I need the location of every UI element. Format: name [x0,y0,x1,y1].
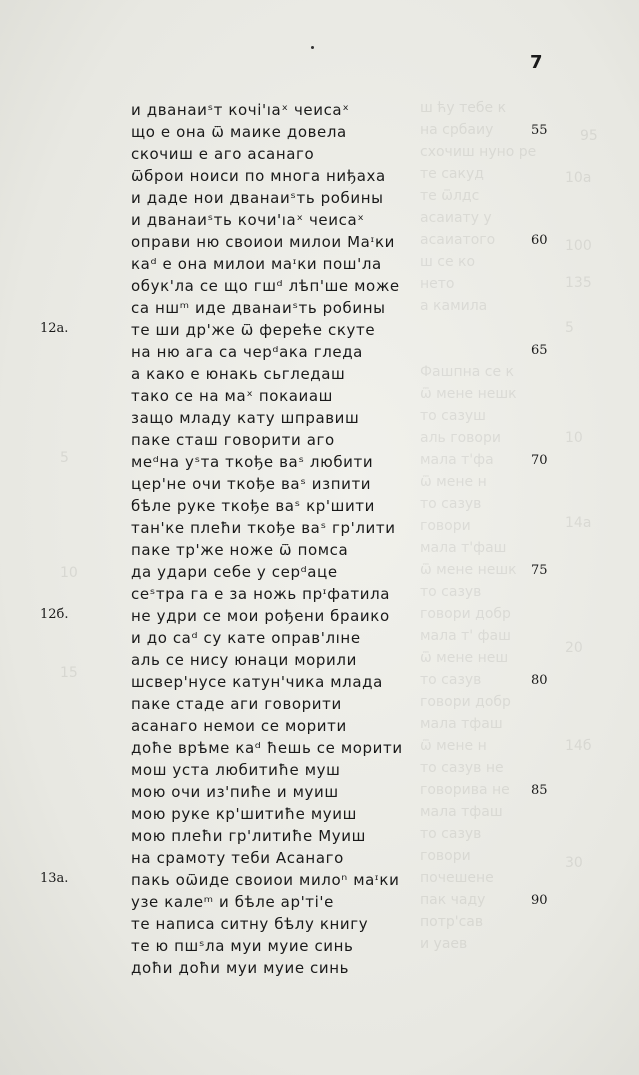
verse-line: каᵈ е она милои маᶦки пош'ла [131,255,382,273]
verse-line: паке сташ говорити аго [131,431,335,449]
verse-line: и дванаиˢть кочи'ıаˣ чеисаˣ [131,211,365,229]
verse-line: узе калеᵐ и бѣле ар'ті'е [131,893,334,911]
line-number: 85 [531,783,548,798]
verse-line: обук'ла се що гшᵈ лѣп'ше може [131,277,400,295]
verse-line: паке тр'же ноже ѿ помса [131,541,349,559]
verse-line: асанаго немои се морити [131,717,347,735]
verse-line: пакь оѿиде своиои милоⁿ маᶦки [131,871,400,889]
line-number: 90 [531,893,548,908]
verse-line: бѣле руке ткође ваˢ кр'шити [131,497,375,515]
folio-marker: 12б. [40,607,69,622]
verse-line: мою очи из'пиħе и муиш [131,783,339,801]
verse-line: що е она ѿ маике довела [131,123,347,141]
folio-marker: 12а. [40,321,69,336]
verse-line: цер'не очи ткође ваˢ изпити [131,475,372,493]
verse-line: защо младу кату шправиш [131,409,360,427]
verse-line: а како е юнакь сьгледаш [131,365,346,383]
verse-line: те ю пшˢла муи муие синь [131,937,354,955]
verse-line: доħе врѣме каᵈ ħешь се морити [131,739,403,757]
verse-line: мош уста любитиħе муш [131,761,341,779]
verse-line: и дванаиˢт кочі'ıаˣ чеисаˣ [131,101,350,119]
verse-line: на ню ага са черᵈака гледа [131,343,363,361]
verse-line: и даде нои дванаиˢть робины [131,189,384,207]
verse-line: тан'ке плеħи ткође ваˢ гр'лити [131,519,396,537]
line-number: 80 [531,673,548,688]
ink-speck [311,46,314,49]
line-number: 70 [531,453,548,468]
verse-line: шсвер'нусе катун'чика млада [131,673,383,691]
verse-line: аль се нису юнаци морили [131,651,357,669]
verse-line: паке стаде аги говорити [131,695,342,713]
verse-line: мою плеħи гр'литиħе Муиш [131,827,366,845]
folio-marker: 13а. [40,871,69,886]
verse-line: те написа ситну бѣлу книгу [131,915,369,933]
verse-line: на срамоту теби Асанаго [131,849,344,867]
line-number: 65 [531,343,548,358]
verse-line: са нш͏ᵐ иде дванаиˢть робины [131,299,386,317]
line-number: 60 [531,233,548,248]
verse-line: те ши др'же ѿ фереће скуте [131,321,376,339]
verse-line: доħи доħи муи муие синь [131,959,350,977]
line-number: 55 [531,123,548,138]
verse-line: ѿброи нoиси по многа ниђаха [131,167,386,185]
line-number: 75 [531,563,548,578]
page-number: 7 [530,52,543,73]
verse-line: тако се на маˣ покаиаш [131,387,333,405]
verse-line: меᵈна уˢта ткође ваˢ любити [131,453,374,471]
verse-line: сеˢтра га е за ножь прᶦфатила [131,585,391,603]
verse-line: да удари себе у серᵈаце [131,563,338,581]
verse-line: и до саᵈ су кате оправ'лıне [131,629,361,647]
verse-line: оправи ню своиои милои Маᶦки [131,233,395,251]
show-through-text: ш ћу тебе к на србаиу схочиш нуно ре те сакуд те ѿлдс асаиату у асаиатого ш се ко нето а камила Фашпна се к ѿ мене нешк то сазуш аль говори мала т'фа ѿ мене н то сазув говори мала т'фаш ѿ мене нешк то сазув говори добр мала т' фаш ѿ мене неш то сазув говори добр мала тфаш ѿ мене н то сазув не говорива не мала тфаш то сазув говори почешене пак чаду потр'сав и уаев 95 10а 100 135 5 10 14а 5 10 15 20 14б 30 [60,100,598,952]
verse-line: мою руке кр'шитиħе муиш [131,805,357,823]
verse-line: скочиш е аго асанаго [131,145,315,163]
verse-line: не удри се мои рођени браико [131,607,390,625]
